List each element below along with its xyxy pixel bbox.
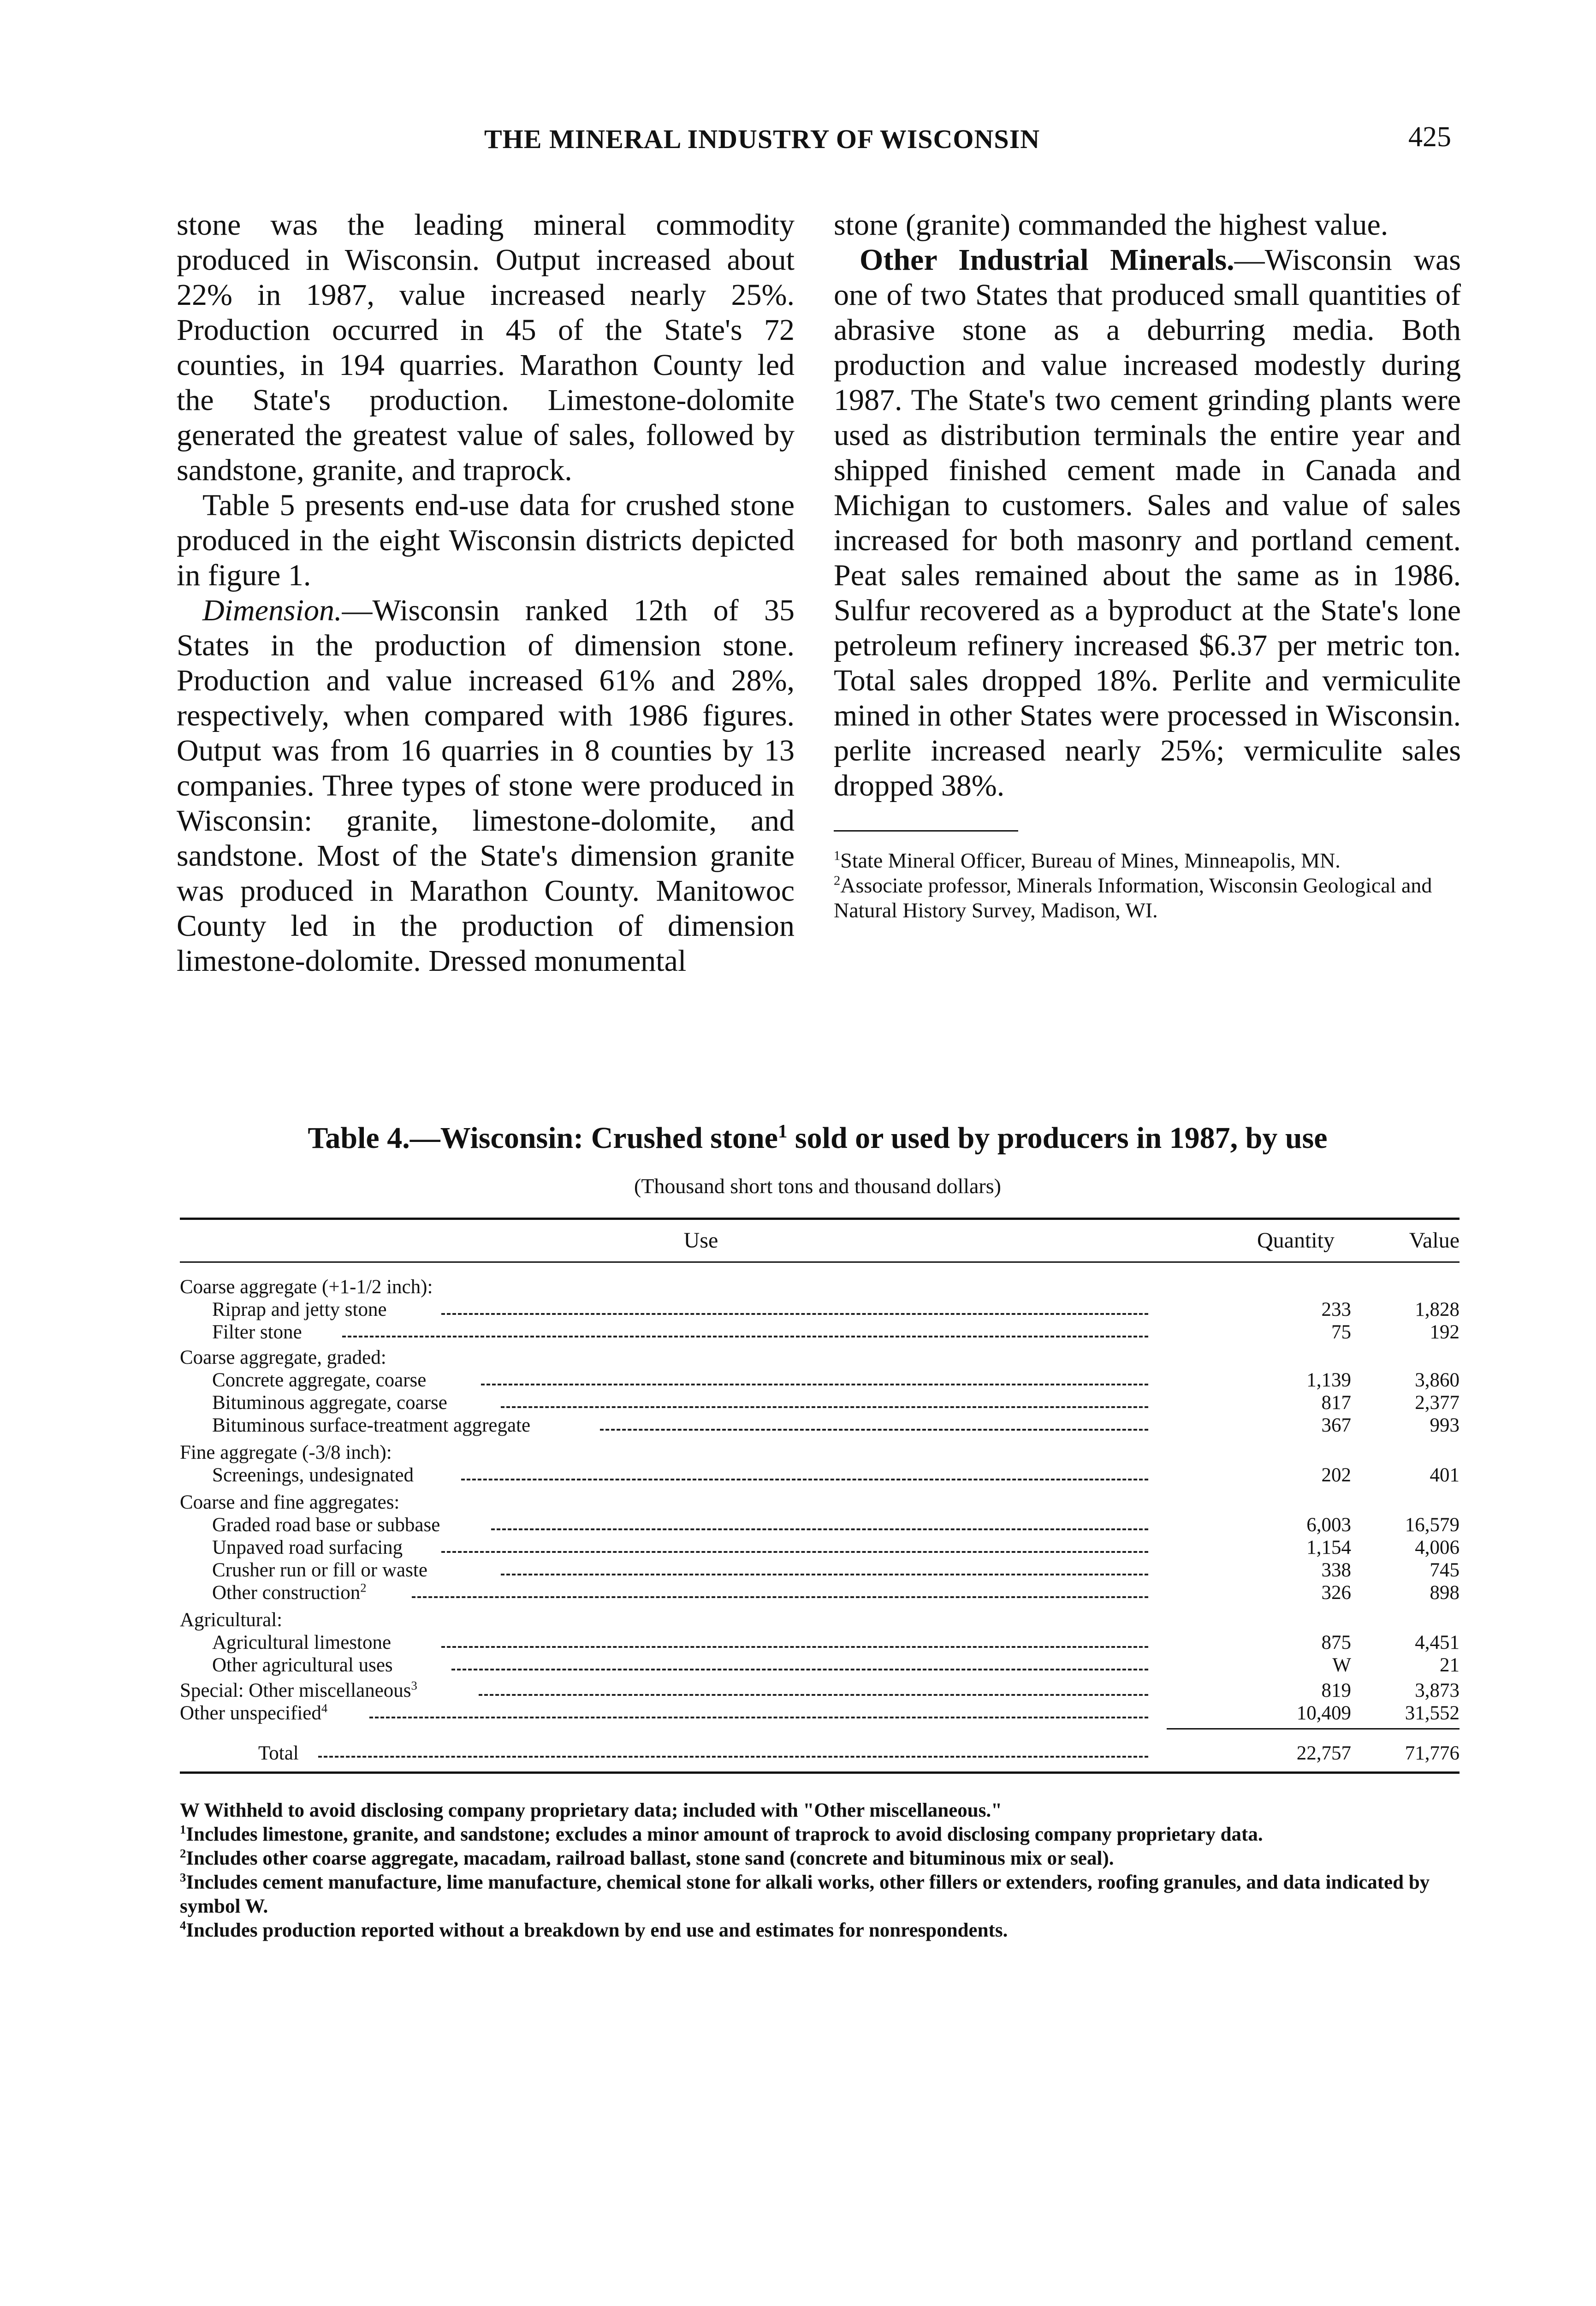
table-note — [180, 1871, 1462, 1919]
column-header-quantity: Quantity — [1257, 1228, 1335, 1253]
dot-leader — [600, 1429, 1148, 1431]
row-label: Other agricultural uses — [212, 1654, 393, 1676]
table-row — [180, 1491, 1460, 1514]
table-row — [180, 1581, 1460, 1604]
dot-leader — [501, 1406, 1148, 1408]
column-header-use: Use — [683, 1228, 718, 1253]
footnote-mark: 3 — [411, 1678, 417, 1693]
cell-quantity: 1,139 — [1306, 1369, 1351, 1391]
cell-quantity: 338 — [1321, 1559, 1351, 1581]
cell-quantity: 326 — [1321, 1582, 1351, 1604]
table-row — [180, 1609, 1460, 1631]
dot-leader — [342, 1336, 1148, 1337]
cell-value: 993 — [1430, 1415, 1460, 1436]
right-column — [834, 208, 1461, 923]
table-row — [180, 1559, 1460, 1581]
dot-leader — [501, 1574, 1148, 1575]
table-row — [180, 1441, 1460, 1464]
cell-quantity: 202 — [1321, 1464, 1351, 1486]
cell-value: 1,828 — [1415, 1299, 1460, 1320]
dot-leader — [412, 1596, 1149, 1598]
cell-value: 745 — [1430, 1559, 1460, 1581]
table-title-text: sold or used by producers in 1987, by use — [787, 1121, 1328, 1155]
cell-value: 192 — [1430, 1321, 1460, 1343]
table-body — [180, 1263, 1460, 1724]
table-note-text: W Withheld to avoid disclosing company proprietary data; included with "Other miscellaneous." — [180, 1800, 1003, 1821]
dot-leader — [318, 1756, 1148, 1758]
row-label: Bituminous surface-treatment aggregate — [212, 1415, 531, 1436]
table-bottom-rule — [180, 1771, 1460, 1774]
row-label: Concrete aggregate, coarse — [212, 1369, 427, 1391]
total-label: Total — [258, 1742, 299, 1764]
footnote-mark: 2 — [834, 874, 841, 888]
table-note — [180, 1919, 1462, 1943]
paragraph-text: —Wisconsin ranked 12th of 35 States in the production of dimension stone. Production and value increased 61% and 28%, respectively, when compared with 1986 figures. Output was from 16 quarries in 8 counties by 13 companies. Three types of stone were produced in Wisconsin: granite, limestone-dolomite, and sandstone. Most of the State's dimension granite was produced in Marathon County. Manitowoc County led in the production of dimension limestone-dolomite. Dressed monumental — [177, 594, 795, 978]
row-label: Riprap and jetty stone — [212, 1299, 387, 1320]
total-value: 71,776 — [1405, 1742, 1460, 1764]
cell-quantity: 10,409 — [1296, 1702, 1351, 1724]
table-note-text: Includes production reported without a breakdown by end use and estimates for nonrespondents. — [186, 1920, 1008, 1941]
footnote-mark: 4 — [321, 1701, 328, 1715]
table-title-text: Table 4.—Wisconsin: Crushed stone — [308, 1121, 778, 1155]
row-label: Coarse aggregate, graded: — [180, 1347, 386, 1368]
table-row — [180, 1321, 1460, 1343]
footnote-mark: 1 — [777, 1121, 788, 1141]
footnote-mark: 1 — [180, 1822, 186, 1836]
row-label: Unpaved road surfacing — [212, 1537, 403, 1558]
cell-value: 401 — [1430, 1464, 1460, 1486]
row-label: Graded road base or subbase — [212, 1514, 440, 1536]
footnote-text: State Mineral Officer, Bureau of Mines, Minneapolis, MN. — [840, 849, 1341, 872]
cell-quantity: 817 — [1321, 1392, 1351, 1414]
data-table — [180, 1218, 1460, 1774]
table-note-text: Includes other coarse aggregate, macadam, railroad ballast, stone sand (concrete and bituminous mix or seal). — [186, 1848, 1114, 1869]
table-row — [180, 1536, 1460, 1559]
cell-value: 31,552 — [1405, 1702, 1460, 1724]
row-label: Agricultural limestone — [212, 1632, 392, 1653]
paragraph-text: —Wisconsin was one of two States that produced small quantities of abrasive stone as a deburring media. Both production and value increased modestly during 1987. The State's two cement grinding plants were used as distribution terminals the entire year and shipped finished cement made in Canada and Michigan to customers. Sales and value of sales increased for both masonry and portland cement. Peat sales remained about the same as in 1986. Sulfur recovered as a byproduct at the State's lone petroleum refinery increased $6.37 per metric ton. Total sales dropped 18%. Perlite and vermiculite mined in other States were processed in Wisconsin. perlite increased nearly 25%; vermiculite sales dropped 38%. — [834, 243, 1461, 802]
table-row — [180, 1276, 1460, 1298]
row-label: Other construction$^2$ — [212, 1581, 367, 1604]
row-label: Agricultural: — [180, 1609, 283, 1631]
run-in-heading: Dimension. — [202, 594, 342, 627]
footnote — [834, 873, 1461, 923]
table-row — [180, 1298, 1460, 1321]
footnote-mark: 4 — [180, 1918, 186, 1932]
footnote-mark: 3 — [180, 1870, 186, 1884]
dot-leader — [491, 1528, 1149, 1530]
table-note-text: Includes limestone, granite, and sandstone; excludes a minor amount of traprock to avoid disclosing company proprietary data. — [186, 1824, 1263, 1845]
table-row — [180, 1679, 1460, 1702]
table-row — [180, 1346, 1460, 1369]
dot-leader — [451, 1669, 1149, 1670]
footnote-mark: 2 — [180, 1846, 186, 1860]
paragraph: stone (granite) commanded the highest value. — [834, 208, 1388, 242]
dot-leader — [441, 1646, 1148, 1648]
footnote-mark: 1 — [834, 849, 841, 863]
cell-quantity: W — [1332, 1654, 1351, 1676]
table-subtitle: (Thousand short tons and thousand dollars) — [634, 1174, 1001, 1198]
row-label: Fine aggregate (-3/8 inch): — [180, 1442, 392, 1463]
cell-value: 3,873 — [1415, 1680, 1460, 1701]
table-row — [180, 1702, 1460, 1724]
table-row — [180, 1631, 1460, 1654]
table-total-row — [180, 1735, 1460, 1771]
cell-quantity: 875 — [1321, 1632, 1351, 1653]
table-row — [180, 1464, 1460, 1486]
cell-value: 16,579 — [1405, 1514, 1460, 1536]
dot-leader — [461, 1479, 1148, 1480]
total-quantity: 22,757 — [1296, 1742, 1351, 1764]
table-row — [180, 1654, 1460, 1676]
cell-value: 4,006 — [1415, 1537, 1460, 1558]
run-in-heading: Other Industrial Minerals. — [860, 243, 1234, 277]
running-title: THE MINERAL INDUSTRY OF WISCONSIN — [484, 124, 1040, 154]
table-note — [180, 1823, 1462, 1847]
cell-quantity: 75 — [1331, 1321, 1351, 1343]
table-note-text: Includes cement manufacture, lime manufacture, chemical stone for alkali works, other fillers or extenders, roofing granules, and data indicated by symbol W. — [180, 1872, 1430, 1917]
footnote-rule — [834, 830, 1018, 832]
table-row — [180, 1514, 1460, 1536]
paragraph: stone was the leading mineral commodity produced in Wisconsin. Output increased about 22% in 1987, value increased nearly 25%. Production occurred in 45 of the State's 72 counties, in 194 quarries. Marathon County led the State's production. Limestone-dolomite generated the greatest value of sales, followed by sandstone, granite, and traprock. — [177, 208, 795, 487]
row-label: Coarse aggregate (+1-1/2 inch): — [180, 1276, 433, 1298]
dot-leader — [369, 1717, 1148, 1718]
paragraph — [177, 593, 795, 979]
column-header-value: Value — [1409, 1228, 1460, 1253]
table-row — [180, 1369, 1460, 1391]
cell-quantity: 1,154 — [1306, 1537, 1351, 1558]
left-column — [177, 208, 795, 979]
table-note — [180, 1847, 1462, 1871]
cell-value: 3,860 — [1415, 1369, 1460, 1391]
row-label: Other unspecified$^4$ — [180, 1701, 328, 1724]
row-label: Screenings, undesignated — [212, 1464, 414, 1486]
row-label: Bituminous aggregate, coarse — [212, 1392, 447, 1414]
row-label: Filter stone — [212, 1321, 302, 1343]
cell-value: 21 — [1440, 1654, 1460, 1676]
cell-quantity: 233 — [1321, 1299, 1351, 1320]
row-label: Coarse and fine aggregates: — [180, 1492, 400, 1513]
footnote-text: Associate professor, Minerals Information, Wisconsin Geological and Natural History Survey, Madison, WI. — [834, 874, 1432, 922]
paragraph — [834, 243, 1461, 803]
dot-leader — [481, 1384, 1148, 1385]
footnote — [834, 848, 1461, 873]
cell-value: 2,377 — [1415, 1392, 1460, 1414]
page-number: 425 — [1408, 121, 1451, 153]
dot-leader — [441, 1551, 1148, 1553]
cell-value: 4,451 — [1415, 1632, 1460, 1653]
table-row — [180, 1391, 1460, 1414]
row-label: Crusher run or fill or waste — [212, 1559, 427, 1581]
footnote-mark: 2 — [360, 1581, 367, 1595]
paragraph: Table 5 presents end-use data for crushed stone produced in the eight Wisconsin districts depicted in figure 1. — [177, 488, 795, 592]
table-header — [180, 1220, 1460, 1261]
table-notes — [180, 1799, 1462, 1943]
table-note — [180, 1799, 1462, 1823]
sum-rule — [180, 1724, 1460, 1735]
table-row — [180, 1414, 1460, 1437]
cell-quantity: 367 — [1321, 1415, 1351, 1436]
row-label: Special: Other miscellaneous$^3$ — [180, 1678, 417, 1701]
table-title — [177, 1121, 1459, 1156]
cell-quantity: 819 — [1321, 1680, 1351, 1701]
dot-leader — [479, 1694, 1149, 1696]
cell-value: 898 — [1430, 1582, 1460, 1604]
cell-quantity: 6,003 — [1306, 1514, 1351, 1536]
dot-leader — [441, 1313, 1148, 1315]
